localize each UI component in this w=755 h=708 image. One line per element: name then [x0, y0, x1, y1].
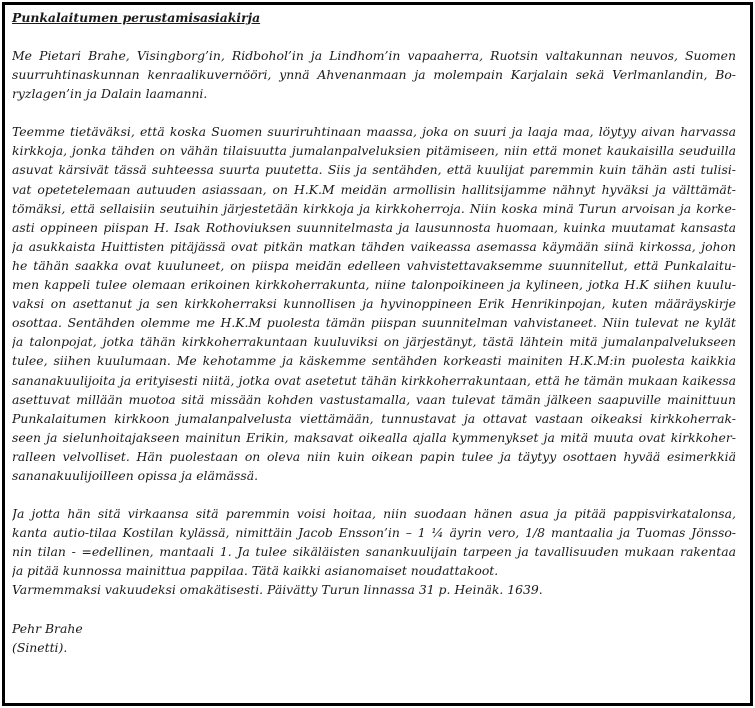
text-line: vaksi on asettanut ja sen kirkkoherraksi kunnollisen ja hyvinoppineen Erik Henrikinpojan, kuten määräyskirje [12, 296, 736, 312]
text-line: men kappeli tulee olemaan erikoinen kirkkoherrakunta, niine talonpoikineen ja kylineen, jotka H.K siihen kuulu- [12, 277, 736, 293]
signature-block [12, 619, 736, 657]
document-body [12, 8, 736, 657]
text-line: asettuvat millään muotoa sitä missään kohden vastustamalla, vaan tulevat tämän jälkeen saapuville mainittuun [12, 391, 736, 407]
text-line: sananakuulijoita ja erityisesti niitä, jotka ovat asetetut tähän kirkkoherrakuntaan, että he tämän mukaan kaikessa [12, 372, 736, 388]
intro-paragraph [12, 46, 736, 103]
text-line: ja pitää kunnossa mainittua pappilaa. Tätä kaikki asianomaiset noudattakoot. [12, 563, 499, 579]
text-line: sananakuulijoilleen opissa ja elämässä. [12, 467, 259, 483]
text-line: ja talonpojat, jotka tähän kirkkoherrakuntaan kuuluviksi on järjestänyt, tästä lähtein mitä jumalanpalvelukseen [12, 334, 736, 350]
text-line: ja asukkaista Huittisten pitäjässä ovat pitkän matkan tähden vaikeassa asemassa käymään siinä kirkossa, johon [12, 238, 736, 254]
text-line: Punkalaitumen kirkkoon jumalanpalvelusta viettämään, tunnustavat ja ottavat vastaan oikeaksi kirkkoherrak- [12, 410, 736, 426]
text-line: vat opetetelemaan autuuden asiassaan, on H.K.M meidän armollisin hallitsijamme nähnyt hyväksi ja välttämät- [12, 181, 736, 197]
text-line: osottaa. Sentähden olemme me H.K.M puolesta tämän piispan suunnitelman vahvistaneet. Niin tulevat ne kylät [12, 315, 736, 331]
text-line: Varmemmaksi vakuudeksi omakätisesti. Päivätty Turun linnassa 31 p. Heinäk. 1639. [12, 582, 543, 598]
text-line: suurruhtinaskunnan kenraalikuvernööri, ynnä Ahvenanmaan ja molempain Karjalain sekä Verlmanlandin, Bo- [12, 67, 736, 83]
text-line: seen ja sielunhoitajakseen mainitun Erikin, maksavat oikealla ajalla kymmenykset ja mitä muuta ovat kirkkoher- [12, 429, 736, 445]
text-line: ralleen velvolliset. Hän puolestaan on oleva niin kuin oikean papin tulee ja täytyy osottaen hyvää esimerkkiä [12, 448, 736, 464]
text-line: nin tilan - =edellinen, mantaali 1. Ja tulee sikäläisten sanankuulijain tarpeen ja tavallisuuden mukaan rakentaa [12, 544, 736, 560]
text-line: tömäksi, että sellaisiin seutuihin järjestetään kirkkoja ja kirkkoherroja. Niin koska minä Turun arvoisan ja korke- [12, 200, 736, 216]
text-line: asuvat kärsivät tässä suhteessa suurta puutetta. Siis ja sentähden, että kuulijat paremmin kuin tähän asti tulisi- [12, 162, 736, 178]
text-line: Teemme tietäväksi, että koska Suomen suuriruhtinaan maassa, joka on suuri ja laaja maa, löytyy aivan harvassa [12, 124, 736, 140]
text-line: ryzlagen’in ja Dalain laamanni. [12, 86, 208, 102]
text-line: he tähän saakka ovat kuuluneet, on piispa meidän edelleen vahvistettavaksemme suunnitellut, että Punkalaitu- [12, 257, 736, 273]
text-line: asti oppineen piispan H. Isak Rothoviuksen suunnitelmasta ja lausunnosta huomaan, kuinka muutamat kansasta [12, 219, 736, 235]
text-line: tulee, siihen kuulumaan. Me kehotamme ja käskemme sentähden korkeasti mainiten H.K.M:in puolesta kaikkia [12, 353, 736, 369]
body-paragraph [12, 122, 736, 485]
text-line: kirkkoja, jonka tähden on vähän tilaisuutta jumalanpalveluksien pitämiseen, niin että monet kaukaisilla seuduilla [12, 143, 736, 159]
signature-name: Pehr Brahe [12, 620, 83, 636]
text-line: Me Pietari Brahe, Visingborg’in, Ridbohol’in ja Lindhom’in vapaaherra, Ruotsin valtakunnan neuvos, Suomen [12, 48, 736, 63]
closing-paragraph [12, 504, 736, 599]
document-title: Punkalaitumen perustamisasiakirja [12, 10, 261, 25]
text-line: kanta autio-tilaa Kostilan kylässä, nimittäin Jacob Ensson’in – 1 ¼ äyrin vero, 1/8 mantaalia ja Tuomas Jönsso- [12, 525, 736, 541]
text-line: Ja jotta hän sitä virkaansa sitä paremmin voisi hoitaa, niin suodaan hänen asua ja pitää pappisvirkatalonsa, [12, 506, 736, 522]
seal-note: (Sinetti). [12, 639, 68, 655]
